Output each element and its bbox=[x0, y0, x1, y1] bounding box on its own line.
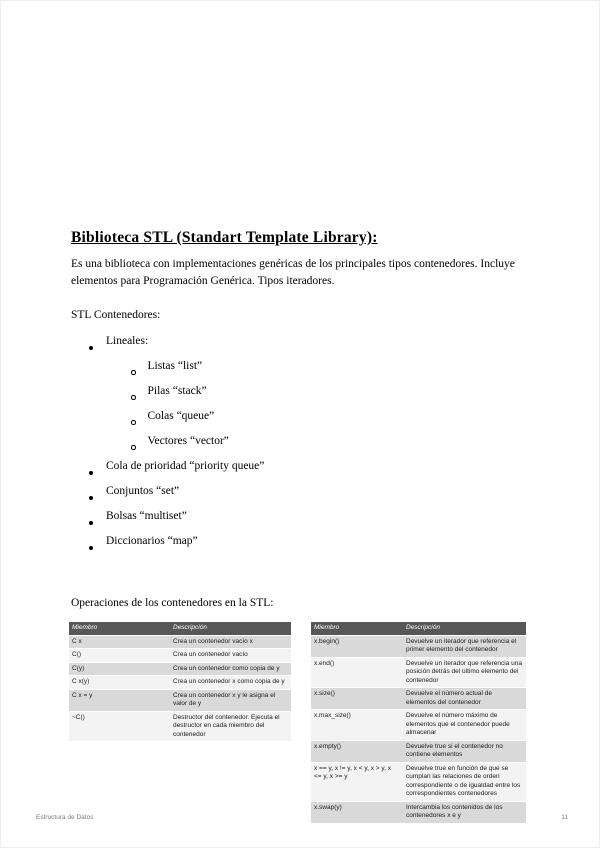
operations-tables bbox=[69, 622, 527, 824]
list-item-label: Pilas “stack” bbox=[147, 385, 207, 397]
list-item bbox=[71, 460, 527, 485]
member-cell: C x = y bbox=[69, 689, 170, 711]
list-item-label: Listas “list” bbox=[147, 360, 203, 372]
description-cell: Devuelve el número actual de elementos del contenedor bbox=[403, 688, 526, 710]
table-row bbox=[311, 740, 526, 762]
column-header-descripcion: Descripción bbox=[403, 622, 526, 635]
tables-intro-text: Operaciones de los contenedores en la STL: bbox=[71, 597, 274, 609]
table-row bbox=[69, 711, 291, 742]
bullet-circle-icon bbox=[131, 395, 136, 400]
description-cell: Devuelve true si el contenedor no contiene elementos bbox=[403, 740, 526, 762]
list-item bbox=[71, 335, 527, 360]
table-row bbox=[69, 649, 291, 663]
member-cell: x.empty() bbox=[311, 740, 403, 762]
table-row bbox=[69, 635, 291, 649]
description-cell: Devuelve true en función de que se cumplan las relaciones de orden correspondiente o de igualdad entre los correspondientes contenedores bbox=[403, 762, 526, 801]
table-row bbox=[69, 689, 291, 711]
table-row bbox=[311, 635, 526, 657]
description-cell: Destructor del contenedor. Ejecuta el destructor en cada miembro del contenedor bbox=[170, 711, 291, 742]
constructors-table bbox=[69, 622, 291, 742]
bullet-disc-icon bbox=[89, 346, 93, 350]
table-row bbox=[69, 676, 291, 690]
intro-paragraph: Es una biblioteca con implementaciones genéricas de los principales tipos contenedores. Incluye elementos para Programación Genérica. Tipos iteradores. bbox=[71, 258, 515, 287]
description-cell: Intercambia los contenidos de los contenedores x e y bbox=[403, 801, 526, 823]
column-header-miembro: Miembro bbox=[69, 622, 170, 635]
list-item-label: Diccionarios “map” bbox=[106, 535, 198, 547]
table-row bbox=[311, 762, 526, 801]
bullet-disc-icon bbox=[89, 471, 93, 475]
table-row bbox=[311, 657, 526, 688]
table-header-row bbox=[69, 622, 291, 635]
member-cell: x == y, x != y, x < y, x > y, x <= y, x >= y bbox=[311, 762, 403, 801]
table-row bbox=[311, 688, 526, 710]
description-cell: Crea un contenedor x y le asigna el valor de y bbox=[170, 689, 291, 711]
column-header-descripcion: Descripción bbox=[170, 622, 291, 635]
description-cell: Devuelve un iterador que referencia el primer elemento del contenedor bbox=[403, 635, 526, 657]
table-row bbox=[69, 662, 291, 676]
list-item-label: Colas “queue” bbox=[147, 410, 215, 422]
subheading-stl-contenedores: STL Contenedores: bbox=[71, 309, 161, 321]
description-cell: Crea un contenedor como copia de y bbox=[170, 662, 291, 676]
bullet-circle-icon bbox=[131, 420, 136, 425]
list-item-label: Bolsas “multiset” bbox=[106, 510, 187, 522]
column-header-miembro: Miembro bbox=[311, 622, 403, 635]
description-cell: Crea un contenedor x como copia de y bbox=[170, 676, 291, 690]
member-cell: C x(y) bbox=[69, 676, 170, 690]
bullet-disc-icon bbox=[89, 521, 93, 525]
bullet-circle-icon bbox=[131, 445, 136, 450]
description-cell: Devuelve el número máximo de elementos que el contenedor puede almacenar bbox=[403, 710, 526, 741]
page-footer bbox=[36, 814, 568, 821]
description-cell: Crea un contenedor vacío bbox=[170, 649, 291, 663]
footer-page-number: 11 bbox=[561, 814, 568, 821]
table-row bbox=[311, 710, 526, 741]
list-item bbox=[71, 485, 527, 510]
member-cell: x.end() bbox=[311, 657, 403, 688]
description-cell: Devuelve un iterador que referencia una posición detrás del último elemento del contenedor bbox=[403, 657, 526, 688]
member-cell: C x bbox=[69, 635, 170, 649]
footer-document-name: Estructura de Datos bbox=[36, 814, 94, 821]
bullet-disc-icon bbox=[89, 496, 93, 500]
list-item-label: Cola de prioridad “priority queue” bbox=[106, 460, 265, 472]
list-item bbox=[71, 510, 527, 535]
table-header-row bbox=[311, 622, 526, 635]
member-cell: x.swap(y) bbox=[311, 801, 403, 823]
member-cell: x.begin() bbox=[311, 635, 403, 657]
list-item bbox=[71, 385, 527, 410]
bullet-circle-icon bbox=[131, 370, 136, 375]
list-item bbox=[71, 360, 527, 385]
bullet-disc-icon bbox=[89, 546, 93, 550]
description-cell: Crea un contenedor vacío x bbox=[170, 635, 291, 649]
list-item bbox=[71, 535, 527, 560]
list-item bbox=[71, 435, 527, 460]
containers-list bbox=[71, 335, 527, 560]
iterators-table bbox=[311, 622, 526, 824]
list-item-label: Lineales: bbox=[106, 335, 149, 347]
page-content bbox=[1, 229, 599, 824]
list-item bbox=[71, 410, 527, 435]
member-cell: x.size() bbox=[311, 688, 403, 710]
member-cell: x.max_size() bbox=[311, 710, 403, 741]
member-cell: C() bbox=[69, 649, 170, 663]
member-cell: ~C() bbox=[69, 711, 170, 742]
list-item-label: Conjuntos “set” bbox=[106, 485, 180, 497]
page-title: Biblioteca STL (Standart Template Library): bbox=[71, 229, 378, 246]
list-item-label: Vectores “vector” bbox=[147, 435, 229, 447]
member-cell: C(y) bbox=[69, 662, 170, 676]
